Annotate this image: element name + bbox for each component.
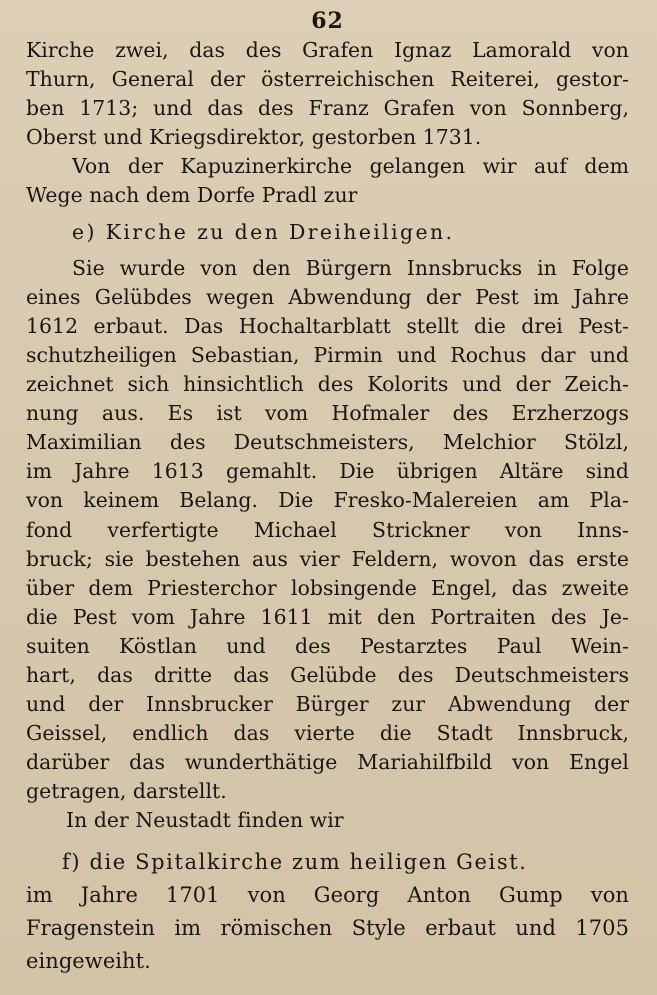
text-line: Von der Kapuzinerkirche gelangen wir auf dem	[72, 154, 629, 179]
text-line: Sie wurde von den Bürgern Innsbrucks in Folge	[72, 255, 629, 280]
text-line: und der Innsbrucker Bürger zur Abwendung der	[26, 692, 629, 717]
text-line: 1612 erbaut. Das Hochaltarblatt stellt die drei Pest-	[26, 313, 629, 338]
text-line: hart, das dritte das Gelübde des Deutschmeisters	[26, 662, 629, 687]
text-line: Geissel, endlich das vierte die Stadt Innsbruck,	[26, 721, 629, 746]
text-line: fond verfertigte Michael Strickner von Inns-	[26, 517, 629, 542]
page-number: 62	[311, 8, 344, 34]
text-line: Kirche zwei, das des Grafen Ignaz Lamorald von	[26, 38, 629, 62]
text-line: Wege nach dem Dorfe Pradl zur	[26, 183, 358, 208]
text-line: darüber das wunderthätige Mariahilfbild von Engel	[26, 750, 629, 775]
text-line: über dem Priesterchor lobsingende Engel, das zweite	[26, 575, 629, 600]
text-line: die Pest vom Jahre 1611 mit den Portraiten des Je-	[26, 604, 629, 629]
text-line: im Jahre 1701 von Georg Anton Gump von	[26, 882, 629, 907]
text-line: Maximilian des Deutschmeisters, Melchior Stölzl,	[26, 430, 629, 455]
text-line: ben 1713; und das des Franz Grafen von Sonnberg,	[26, 96, 629, 121]
text-line: In der Neustadt finden wir	[66, 808, 344, 833]
section-heading: f) die Spitalkirche zum heiligen Geist.	[62, 849, 528, 874]
text-line: Fragenstein im römischen Style erbaut und 1705	[26, 915, 629, 940]
text-line: nung aus. Es ist vom Hofmaler des Erzherzogs	[26, 401, 629, 426]
text-line: Thurn, General der österreichischen Reiterei, gestor-	[26, 67, 629, 92]
text-line: eines Gelübdes wegen Abwendung der Pest im Jahre	[26, 284, 629, 309]
text-line: getragen, darstellt.	[26, 779, 227, 804]
text-line: von keinem Belang. Die Fresko-Malereien am Pla-	[26, 488, 629, 513]
text-line: eingeweiht.	[26, 948, 151, 973]
text-line: Oberst und Kriegsdirektor, gestorben 1731.	[26, 125, 482, 150]
text-line: suiten Köstlan und des Pestarztes Paul Wein-	[26, 633, 629, 658]
section-heading: e) Kirche zu den Dreiheiligen.	[72, 219, 455, 244]
text-line: schutzheiligen Sebastian, Pirmin und Rochus dar und	[26, 342, 629, 367]
text-line: im Jahre 1613 gemahlt. Die übrigen Altäre sind	[26, 459, 629, 484]
text-line: bruck; sie bestehen aus vier Feldern, wovon das erste	[26, 546, 629, 571]
text-line: zeichnet sich hinsichtlich des Kolorits und der Zeich-	[26, 372, 629, 397]
